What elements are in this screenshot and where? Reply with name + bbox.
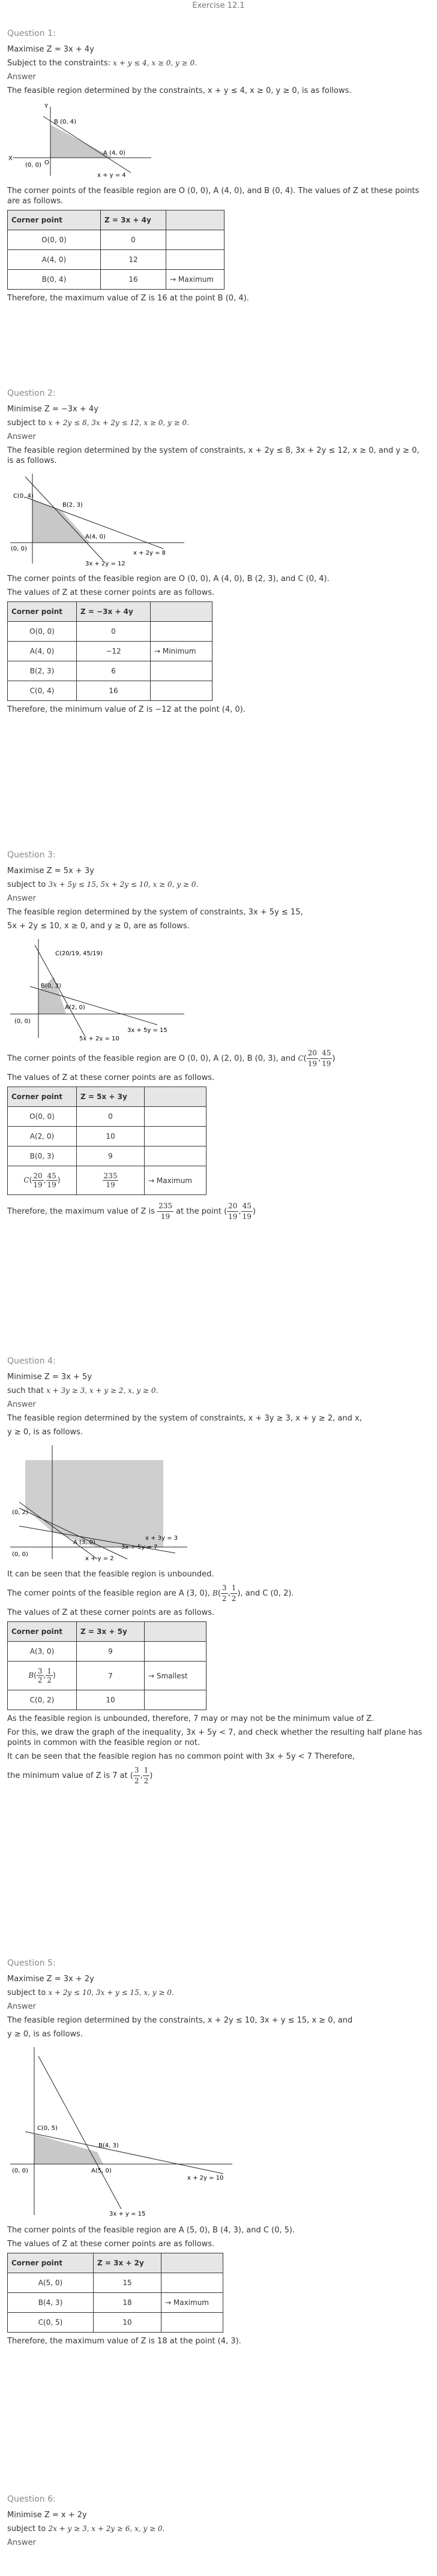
table-header: Corner point (8, 210, 101, 230)
fraction (46, 1667, 53, 1684)
table-row (8, 681, 212, 701)
fraction (143, 1765, 150, 1786)
fraction (231, 1583, 238, 1604)
table-header: Z = 3x + 5y (77, 1622, 145, 1642)
label-b: B(4, 3) (98, 2142, 119, 2149)
table-cell: C(0, 4) (8, 681, 77, 701)
conclusion: Therefore, the minimum value of Z is −12 at the point (4, 0). (7, 705, 246, 714)
table-cell (145, 1690, 206, 1710)
label-line-3: x + y = 2 (85, 1555, 114, 1562)
label-c: C(0, 4) (13, 493, 34, 499)
constraint-prefix: subject to (7, 880, 49, 889)
label-line-2: x + 3y = 3 (145, 1535, 178, 1542)
answer-label: Answer (7, 73, 36, 82)
table-cell: C( $\frac{20}{19}$ , $\frac{45}{19}$ ) (8, 1166, 77, 1195)
numerator: 3 (133, 1765, 140, 1776)
constraints-line (7, 880, 427, 890)
fraction (157, 1201, 173, 1222)
question-title: Question 1: (7, 29, 56, 38)
question-title: Question 2: (7, 389, 56, 398)
table-cell: A(4, 0) (8, 642, 77, 661)
label-a: A(2, 0) (65, 1004, 85, 1011)
fraction (37, 1667, 44, 1684)
corner-text-2: The values of Z at these corner points are as follows. (7, 2240, 215, 2249)
graph-2 (7, 471, 187, 567)
values-table-3 (7, 1087, 206, 1195)
fraction (133, 1765, 140, 1786)
table-cell (151, 622, 212, 642)
question-6 (7, 2494, 427, 2551)
label-a: A (3, 0) (73, 1539, 95, 1546)
corner-text: The corner points of the feasible region are A (3, 0), B( $\frac{3}{2}$ , $\frac{1}{2}$ ), and C (0, 2). (7, 1584, 294, 1603)
problem-statement: Maximise Z = 3x + 4y (7, 45, 94, 54)
fraction (32, 1172, 43, 1189)
fraction (307, 1048, 318, 1069)
numerator: 235 (157, 1201, 173, 1212)
table-row (8, 661, 212, 681)
label-a: A(5, 0) (91, 2168, 112, 2174)
constraints: 2x + y ≥ 3, x + 2y ≥ 6, x, y ≥ 0. (48, 2524, 165, 2533)
constraint-prefix: subject to (7, 1988, 49, 1997)
constraints: x + y ≤ 4, x ≥ 0, y ≥ 0. (113, 59, 197, 67)
question-4 (7, 1356, 427, 1790)
question-title: Question 4: (7, 1356, 56, 1366)
label-c: C(20/19, 45/19) (55, 950, 103, 957)
table-row (8, 250, 225, 270)
region-text: The feasible region determined by the system of constraints, 3x + 5y ≤ 15, (7, 908, 303, 917)
table-cell: → Minimum (151, 642, 212, 661)
table-row (8, 1662, 206, 1690)
feasible-region (34, 2134, 103, 2164)
table-row (8, 2313, 223, 2333)
denominator: 2 (37, 1676, 43, 1684)
line-3x-plus-y-15 (38, 2056, 121, 2209)
region-text-2: y ≥ 0, is as follows. (7, 1428, 83, 1437)
problem-statement: Maximise Z = 3x + 2y (7, 1975, 94, 1984)
denominator: 2 (231, 1594, 237, 1603)
question-3 (7, 850, 427, 1226)
table-cell (166, 250, 225, 270)
graph-figure-4 (7, 1442, 427, 1564)
table-cell (145, 1127, 206, 1146)
constraints: x + 3y ≥ 3, x + y ≥ 2, x, y ≥ 0. (46, 1386, 158, 1395)
table-header: Corner point (8, 2253, 94, 2273)
corner-text: The corner points of the feasible region are O (0, 0), A (4, 0), B (2, 3), and C (0, 4). (7, 574, 330, 583)
table-cell: B( $\frac{3}{2}$ , $\frac{1}{2}$ ) (8, 1662, 77, 1690)
numerator: 1 (47, 1667, 52, 1675)
numerator: 235 (103, 1172, 118, 1180)
table-cell (145, 1146, 206, 1166)
label-c: (0, 2) (12, 1509, 28, 1516)
question-1 (7, 29, 427, 307)
numerator: 3 (221, 1583, 228, 1594)
table-header-row (8, 1087, 206, 1107)
corner-text-a: The corner points of the feasible region are A (3, 0), (7, 1589, 210, 1598)
table-cell: A(3, 0) (8, 1642, 77, 1662)
open-paren: ( (303, 1054, 307, 1063)
table-row (8, 622, 212, 642)
denominator: 19 (47, 1181, 56, 1189)
label-c: C(0, 5) (37, 2125, 58, 2132)
table-row (8, 1107, 206, 1127)
table-cell: → Maximum (166, 270, 225, 290)
region-text: The feasible region determined by the system of constraints, x + 2y ≤ 8, 3x + 2y ≤ 12, x ≥ 0, and y ≥ 0, is as follows. (7, 446, 420, 465)
conclusion: Therefore, the maximum value of Z is 16 at the point B (0, 4). (7, 294, 249, 303)
table-cell: C(0, 5) (8, 2313, 94, 2333)
numerator: 1 (143, 1765, 150, 1776)
point-label: C (23, 1176, 29, 1184)
paragraph-1: As the feasible region is unbounded, therefore, 7 may or may not be the minimum value of Z. (7, 1714, 375, 1723)
table-cell: 10 (94, 2313, 161, 2333)
question-5 (7, 1958, 427, 2350)
table-row (8, 2293, 223, 2313)
denominator: 2 (143, 1777, 149, 1785)
exercise-header: Exercise 12.1 (192, 1, 245, 10)
point-b-label: B (212, 1589, 218, 1597)
label-origin: (0, 0) (14, 1018, 31, 1025)
question-2 (7, 389, 427, 718)
table-header-row (8, 1622, 206, 1642)
numerator: 3 (37, 1667, 43, 1675)
paragraph-4-text: the minimum value of Z is 7 at (7, 1771, 128, 1780)
numerator: 45 (47, 1172, 56, 1180)
table-header-row (8, 602, 212, 622)
constraint-prefix: subject to (7, 2524, 49, 2533)
fraction (103, 1172, 119, 1189)
table-header: Corner point (8, 1622, 77, 1642)
constraints-line (7, 418, 427, 428)
table-cell: O(0, 0) (8, 622, 77, 642)
table-cell: C(0, 2) (8, 1690, 77, 1710)
question-title: Question 6: (7, 2494, 56, 2504)
table-cell (161, 2273, 223, 2293)
table-header (145, 1622, 206, 1642)
label-line: x + y = 4 (97, 172, 126, 179)
denominator: 19 (242, 1212, 252, 1221)
label-x: X (8, 155, 13, 162)
label-origin: (0, 0) (12, 2168, 28, 2174)
answer-label: Answer (7, 2002, 36, 2011)
corner-text: The corner points of the feasible region are O (0, 0), A (4, 0), and B (0, 4). The values of Z at these points are as follows. (7, 186, 420, 206)
values-table-2 (7, 601, 212, 701)
table-header: Z = 3x + 2y (94, 2253, 161, 2273)
paragraph-4: the minimum value of Z is 7 at ( $\frac{3}{2}$ , $\frac{1}{2}$ ) (7, 1766, 153, 1785)
constraints: x + 2y ≤ 10, 3x + y ≤ 15, x, y ≥ 0. (48, 1988, 174, 1997)
numerator: 1 (231, 1583, 238, 1594)
label-line-2: 3x + 2y = 12 (85, 561, 125, 567)
table-cell (77, 1166, 145, 1195)
table-row (8, 642, 212, 661)
constraints: 3x + 5y ≤ 15, 5x + 2y ≤ 10, x ≥ 0, y ≥ 0. (48, 880, 199, 889)
table-cell: 16 (101, 270, 166, 290)
corner-text: The corner points of the feasible region are O (0, 0), A (2, 0), B (0, 3), and C( $\frac{20}{19}$ , $\frac{45}{19}$ ) (7, 1049, 336, 1068)
label-line-1: 3x + 5y = 7 (121, 1544, 158, 1551)
conclusion-b: at the point (176, 1207, 222, 1216)
table-cell (161, 2313, 223, 2333)
corner-text-b: , and C (0, 2). (240, 1589, 294, 1598)
table-cell: O(0, 0) (8, 230, 101, 250)
table-cell: 16 (77, 681, 151, 701)
point-c-label: C (298, 1054, 304, 1063)
label-origin: (0, 0) (25, 162, 41, 168)
denominator: 2 (222, 1594, 227, 1603)
label-a: A (4, 0) (103, 150, 125, 157)
graph-3 (7, 936, 187, 1041)
table-cell: A(5, 0) (8, 2273, 94, 2293)
values-table-1 (7, 210, 225, 290)
close-paren: ) (332, 1054, 336, 1063)
label-y: Y (44, 103, 49, 110)
problem-statement: Minimise Z = −3x + 4y (7, 405, 98, 414)
table-cell: 9 (77, 1642, 145, 1662)
table-cell: 7 (77, 1662, 145, 1690)
table-cell: 10 (77, 1127, 145, 1146)
values-table-5 (7, 2253, 223, 2333)
constraint-prefix: subject to (7, 419, 49, 428)
point-label: B (28, 1671, 34, 1680)
problem-statement: Minimise Z = x + 2y (7, 2511, 87, 2520)
graph-figure-2 (7, 471, 427, 569)
conclusion: Therefore, the maximum value of Z is $\frac{235}{19}$ at the point ( $\frac{20}{19}$ , $\frac{45}{19}$ ) (7, 1202, 256, 1221)
table-cell: 0 (77, 622, 151, 642)
graph-5 (7, 2044, 235, 2218)
constraints-line (7, 1386, 427, 1396)
table-header (145, 1087, 206, 1107)
label-line-1: x + 2y = 10 (187, 2175, 224, 2181)
table-row (8, 2273, 223, 2293)
label-line-2: 5x + 2y = 10 (79, 1036, 119, 1041)
label-b: B(2, 3) (62, 502, 83, 508)
table-cell: → Smallest (145, 1662, 206, 1690)
table-header-row (8, 210, 225, 230)
problem-statement: Minimise Z = 3x + 5y (7, 1373, 92, 1382)
paragraph-2: For this, we draw the graph of the inequality, 3x + 5y < 7, and check whether the resulting half plane has points in common with the feasible region or not. (7, 1728, 423, 1747)
table-header (166, 210, 225, 230)
constraint-prefix: such that (7, 1386, 47, 1395)
denominator: 2 (47, 1676, 52, 1684)
table-cell: A(4, 0) (8, 250, 101, 270)
table-cell (145, 1107, 206, 1127)
numerator: 20 (33, 1172, 43, 1180)
corner-text-2: The values of Z at these corner points are as follows. (7, 1073, 215, 1082)
table-cell (166, 230, 225, 250)
table-cell: A(2, 0) (8, 1127, 77, 1146)
table-cell: → Maximum (145, 1166, 206, 1195)
table-cell: 18 (94, 2293, 161, 2313)
numerator: 20 (227, 1201, 238, 1212)
constraints: x + 2y ≤ 8, 3x + 2y ≤ 12, x ≥ 0, y ≥ 0. (48, 419, 189, 427)
table-cell: → Maximum (161, 2293, 223, 2313)
label-line-1: 3x + 5y = 15 (127, 1027, 167, 1034)
table-cell: B(0, 3) (8, 1146, 77, 1166)
table-cell: B(4, 3) (8, 2293, 94, 2313)
label-b: B (0, 4) (54, 119, 76, 125)
table-row (8, 1127, 206, 1146)
table-cell (151, 661, 212, 681)
denominator: 19 (106, 1181, 115, 1189)
table-header-row (8, 2253, 223, 2273)
table-cell: B(0, 4) (8, 270, 101, 290)
denominator: 19 (228, 1212, 238, 1221)
fraction (241, 1201, 253, 1222)
answer-label: Answer (7, 2538, 36, 2547)
denominator: 19 (322, 1060, 331, 1068)
table-cell: 12 (101, 250, 166, 270)
values-table-4 (7, 1621, 206, 1710)
label-origin: (0, 0) (12, 1551, 28, 1558)
table-row (8, 1166, 206, 1195)
region-text: The feasible region determined by the system of constraints, x + 3y ≥ 3, x + y ≥ 2, and x, (7, 1414, 362, 1423)
table-cell: 10 (77, 1690, 145, 1710)
table-row (8, 1642, 206, 1662)
label-origin: (0, 0) (11, 546, 27, 552)
region-text-2: y ≥ 0, is as follows. (7, 2030, 83, 2039)
table-header: Z = 3x + 4y (101, 210, 166, 230)
constraints-line (7, 1988, 427, 1998)
constraints-line (7, 58, 427, 68)
denominator: 19 (160, 1212, 170, 1221)
table-cell: 0 (77, 1107, 145, 1127)
table-cell: −12 (77, 642, 151, 661)
table-header: Z = −3x + 4y (77, 602, 151, 622)
table-cell: O(0, 0) (8, 1107, 77, 1127)
table-header: Corner point (8, 1087, 77, 1107)
problem-statement: Maximise Z = 5x + 3y (7, 866, 94, 875)
table-cell: 0 (101, 230, 166, 250)
unbounded-text: It can be seen that the feasible region is unbounded. (7, 1570, 214, 1579)
table-cell (151, 681, 212, 701)
answer-label: Answer (7, 1400, 36, 1409)
denominator: 19 (33, 1181, 43, 1189)
graph-figure-1 (7, 101, 427, 181)
fraction (221, 1583, 228, 1604)
numerator: 20 (307, 1048, 318, 1059)
conclusion-a: Therefore, the maximum value of Z is (7, 1207, 155, 1216)
conclusion: Therefore, the maximum value of Z is 18 at the point (4, 3). (7, 2337, 241, 2346)
region-text: The feasible region determined by the constraints, x + 2y ≤ 10, 3x + y ≤ 15, x ≥ 0, and (7, 2016, 353, 2025)
table-header (151, 602, 212, 622)
table-cell: 15 (94, 2273, 161, 2293)
graph-1 (7, 101, 157, 179)
graph-figure-5 (7, 2044, 427, 2220)
table-row (8, 1690, 206, 1710)
numerator: 45 (321, 1048, 332, 1059)
denominator: 19 (307, 1060, 317, 1068)
question-title: Question 3: (7, 850, 56, 860)
fraction (46, 1172, 58, 1189)
table-row (8, 270, 225, 290)
constraints-line (7, 2524, 427, 2534)
table-header: Corner point (8, 602, 77, 622)
table-row (8, 230, 225, 250)
answer-label: Answer (7, 894, 36, 903)
corner-text-2: The values of Z at these corner points are as follows. (7, 588, 215, 597)
region-text-2: 5x + 2y ≤ 10, x ≥ 0, and y ≥ 0, are as follows. (7, 922, 190, 931)
table-cell (145, 1642, 206, 1662)
table-cell: 9 (77, 1146, 145, 1166)
table-header (161, 2253, 223, 2273)
label-o: O (44, 160, 49, 166)
fraction (321, 1048, 332, 1069)
corner-text: The corner points of the feasible region are A (5, 0), B (4, 3), and C (0, 5). (7, 2226, 295, 2235)
region-text: The feasible region determined by the constraints, x + y ≤ 4, x ≥ 0, y ≥ 0, is as follows. (7, 86, 352, 95)
table-header: Z = 5x + 3y (77, 1087, 145, 1107)
graph-4 (7, 1442, 199, 1562)
table-cell: 6 (77, 661, 151, 681)
question-title: Question 5: (7, 1958, 56, 1968)
denominator: 2 (134, 1777, 139, 1785)
graph-figure-3 (7, 936, 427, 1043)
answer-label: Answer (7, 432, 36, 441)
numerator: 45 (241, 1201, 253, 1212)
paragraph-3: It can be seen that the feasible region has no common point with 3x + 5y < 7 Therefore, (7, 1752, 355, 1761)
fraction (227, 1201, 238, 1222)
label-a: A(4, 0) (85, 534, 106, 540)
label-line-1: x + 2y = 8 (133, 550, 166, 556)
label-line-2: 3x + y = 15 (109, 2211, 146, 2217)
constraint-prefix: Subject to the constraints: (7, 59, 113, 68)
corner-text-2: The values of Z at these corner points are as follows. (7, 1608, 215, 1617)
label-b: B(0, 3) (41, 983, 61, 989)
corner-text-a: The corner points of the feasible region are O (0, 0), A (2, 0), B (0, 3), and (7, 1054, 296, 1063)
table-cell: B(2, 3) (8, 661, 77, 681)
table-row (8, 1146, 206, 1166)
